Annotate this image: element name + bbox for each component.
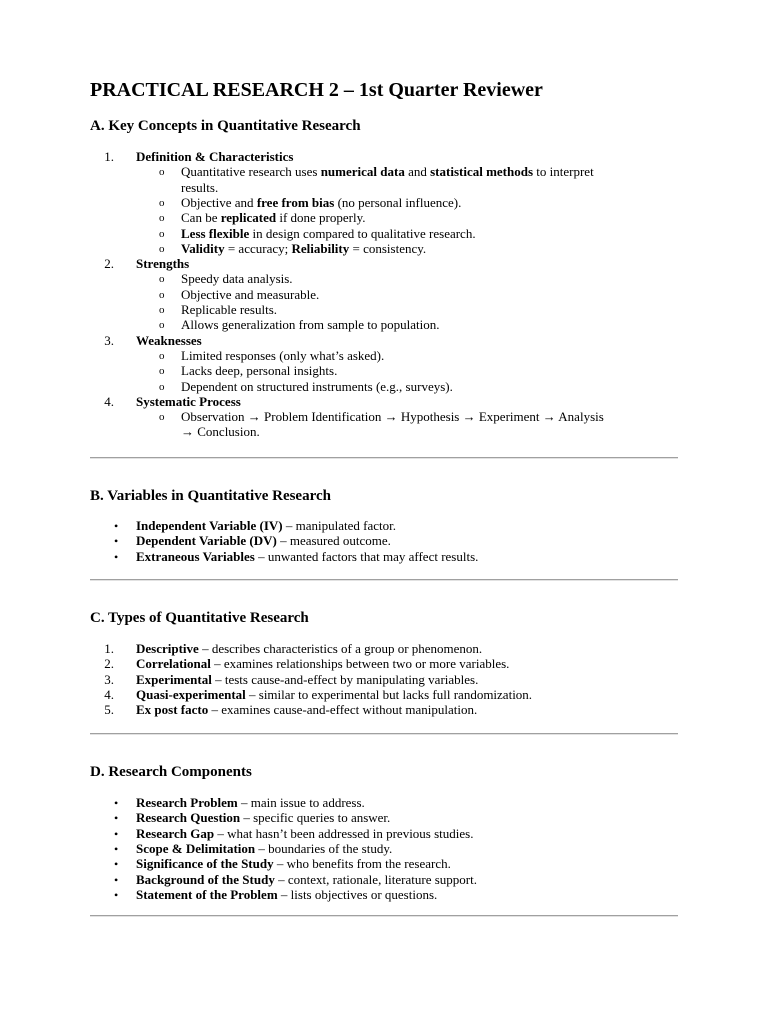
section-heading-b: B. Variables in Quantitative Research <box>90 488 331 504</box>
list-number: 1. <box>104 149 114 164</box>
bullet-marker: • <box>114 811 119 826</box>
sub-list-item <box>181 195 461 211</box>
sub-item-text: Replicable results. <box>181 302 278 317</box>
sub-bullet-marker: o <box>159 288 165 301</box>
bullet-marker: • <box>114 826 119 841</box>
list-term: Ex post facto <box>136 702 209 718</box>
bullet-list-item <box>136 872 477 888</box>
sub-list-item <box>181 302 277 318</box>
numbered-list-item <box>136 656 509 672</box>
list-item-heading <box>136 333 202 349</box>
bullet-desc: – lists objectives or questions. <box>277 886 438 902</box>
sub-item-text: Reliability <box>291 240 350 256</box>
bullet-desc: – boundaries of the study. <box>255 840 393 856</box>
sub-list-item <box>181 379 453 395</box>
sub-list-item <box>181 210 366 226</box>
sub-item-text: and <box>404 164 431 180</box>
sub-list-item <box>181 363 337 379</box>
list-term: Experimental <box>136 671 212 687</box>
sub-item-continuation <box>181 180 218 196</box>
sub-list-item <box>181 409 604 425</box>
sub-item-text: Dependent on structured instruments (e.g., surveys). <box>181 378 453 394</box>
section-divider <box>90 579 678 581</box>
numbered-list-item <box>136 641 482 657</box>
sub-bullet-marker: o <box>159 349 165 362</box>
list-item-label: Systematic Process <box>136 393 241 409</box>
bullet-list-item <box>136 533 391 549</box>
list-desc: – describes characteristics of a group or phenomenon. <box>198 641 483 656</box>
bullet-desc: – specific queries to answer. <box>240 810 391 826</box>
sub-item-text: Validity <box>181 240 225 256</box>
sub-item-text: free from bias <box>256 194 335 210</box>
sub-bullet-marker: o <box>159 196 165 209</box>
bullet-term: Scope & Delimitation <box>136 840 256 856</box>
sub-bullet-marker: o <box>159 380 165 393</box>
bullet-marker: • <box>114 872 119 887</box>
list-number: 5. <box>104 702 114 718</box>
sub-bullet-marker: o <box>159 242 165 255</box>
list-number: 4. <box>104 393 114 409</box>
bullet-list-item <box>136 795 365 811</box>
sub-list-item <box>181 348 384 364</box>
bullet-term: Research Gap <box>136 825 215 841</box>
sub-list-item <box>181 164 594 180</box>
sub-item-text: Objective and <box>181 194 257 210</box>
list-number: 2. <box>104 256 114 272</box>
list-desc: – tests cause-and-effect by manipulating variables. <box>211 671 479 687</box>
bullet-marker: • <box>114 857 119 872</box>
bullet-marker: • <box>114 796 119 810</box>
sub-item-text: Quantitative research uses <box>181 164 321 180</box>
bullet-desc: – who benefits from the research. <box>273 856 451 872</box>
bullet-desc: – measured outcome. <box>276 533 391 549</box>
sub-item-text: = consistency. <box>349 240 427 256</box>
bullet-term: Significance of the Study <box>136 856 274 872</box>
bullet-term: Research Problem <box>136 795 238 810</box>
sub-bullet-marker: o <box>159 166 165 179</box>
sub-bullet-marker: o <box>159 411 165 424</box>
bullet-list-item <box>136 841 392 857</box>
list-term: Correlational <box>136 656 211 672</box>
sub-item-text: → Conclusion. <box>181 424 260 440</box>
sub-item-continuation <box>181 424 260 440</box>
bullet-term: Background of the Study <box>136 871 275 887</box>
sub-item-text: Objective and measurable. <box>181 286 320 302</box>
sub-list-item <box>181 226 476 242</box>
list-number: 3. <box>104 671 114 687</box>
list-item-heading <box>136 256 189 272</box>
list-number: 4. <box>104 686 114 702</box>
bullet-marker: • <box>114 519 119 533</box>
list-desc: – examines relationships between two or more variables. <box>210 656 510 672</box>
sub-item-text: Speedy data analysis. <box>181 271 293 287</box>
sub-item-text: (no personal influence). <box>334 194 462 210</box>
bullet-marker: • <box>114 841 119 856</box>
bullet-desc: – unwanted factors that may affect results. <box>254 548 479 564</box>
bullet-term: Extraneous Variables <box>136 548 255 564</box>
bullet-marker: • <box>114 549 119 564</box>
sub-list-item <box>181 241 426 257</box>
list-term: Quasi-experimental <box>136 686 246 702</box>
sub-item-text: statistical methods <box>430 164 534 180</box>
sub-bullet-marker: o <box>159 319 165 332</box>
section-divider <box>90 915 678 917</box>
bullet-term: Statement of the Problem <box>136 886 278 902</box>
sub-item-text: Lacks deep, personal insights. <box>181 363 338 379</box>
list-item-label: Definition & Characteristics <box>136 149 294 164</box>
sub-bullet-marker: o <box>159 365 165 378</box>
bullet-marker: • <box>114 887 119 902</box>
sub-item-text: = accuracy; <box>224 240 292 256</box>
bullet-desc: – what hasn’t been addressed in previous studies. <box>214 825 474 841</box>
list-item-label: Weaknesses <box>136 332 202 348</box>
bullet-list-item <box>136 810 390 826</box>
list-item-label: Strengths <box>136 256 190 272</box>
sub-item-text: if done properly. <box>276 210 366 226</box>
section-divider <box>90 457 678 459</box>
bullet-list-item <box>136 856 451 872</box>
section-heading-c: C. Types of Quantitative Research <box>90 610 309 626</box>
sub-bullet-marker: o <box>159 212 165 225</box>
sub-bullet-marker: o <box>159 227 165 240</box>
bullet-term: Independent Variable (IV) <box>136 518 283 533</box>
sub-bullet-marker: o <box>159 304 165 316</box>
list-number: 3. <box>104 332 114 348</box>
list-number: 2. <box>104 656 114 672</box>
numbered-list-item <box>136 672 478 688</box>
document-title: PRACTICAL RESEARCH 2 – 1st Quarter Reviewer <box>90 79 543 101</box>
section-heading-a: A. Key Concepts in Quantitative Research <box>90 118 361 134</box>
sub-item-text: replicated <box>220 210 277 226</box>
bullet-term: Dependent Variable (DV) <box>136 533 277 549</box>
section-heading-d: D. Research Components <box>90 764 252 780</box>
sub-bullet-marker: o <box>159 273 165 286</box>
list-desc: – similar to experimental but lacks full randomization. <box>245 686 533 702</box>
bullet-desc: – manipulated factor. <box>282 518 396 533</box>
list-item-heading <box>136 149 293 165</box>
bullet-list-item <box>136 887 437 903</box>
numbered-list-item <box>136 687 532 703</box>
numbered-list-item <box>136 702 477 718</box>
list-item-heading <box>136 394 241 410</box>
sub-item-text: Observation → Problem Identification → Hypothesis → Experiment → Analysis <box>181 409 604 425</box>
sub-list-item <box>181 317 440 333</box>
bullet-marker: • <box>114 534 119 549</box>
list-term: Descriptive <box>136 641 199 656</box>
bullet-desc: – main issue to address. <box>237 795 365 810</box>
sub-item-text: numerical data <box>320 164 405 180</box>
sub-item-text: Allows generalization from sample to population. <box>181 317 440 333</box>
sub-item-text: to interpret <box>533 164 594 180</box>
sub-item-text: results. <box>181 179 219 195</box>
sub-item-text: Less flexible <box>181 225 250 241</box>
bullet-term: Research Question <box>136 810 241 826</box>
bullet-desc: – context, rationale, literature support. <box>274 871 477 887</box>
sub-list-item <box>181 271 293 287</box>
sub-item-text: in design compared to qualitative research. <box>249 225 476 241</box>
sub-item-text: Limited responses (only what’s asked). <box>181 347 385 363</box>
list-desc: – examines cause-and-effect without manipulation. <box>208 702 478 718</box>
sub-list-item <box>181 287 319 303</box>
list-number: 1. <box>104 641 114 656</box>
section-divider <box>90 733 678 735</box>
bullet-list-item <box>136 826 473 842</box>
sub-item-text: Can be <box>181 210 221 226</box>
bullet-list-item <box>136 518 396 534</box>
bullet-list-item <box>136 549 478 565</box>
